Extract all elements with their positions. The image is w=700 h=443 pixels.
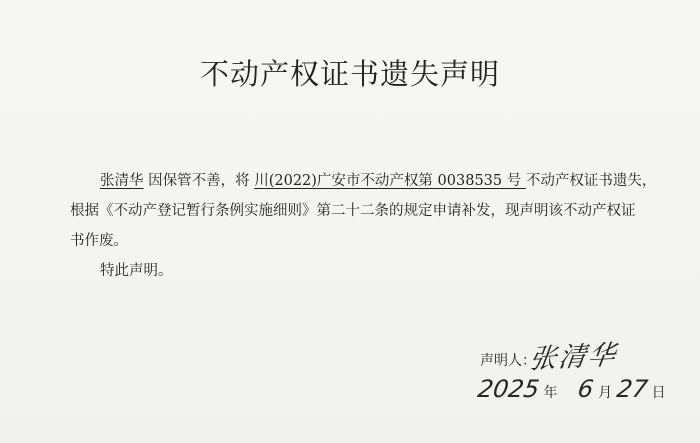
- date-day: 27: [614, 375, 650, 403]
- date-month: 6: [576, 375, 596, 403]
- document-title: 不动产权证书遗失声明: [199, 57, 500, 91]
- declarant-name: 张清华: [100, 173, 144, 189]
- handwritten-signature: 张清华: [527, 339, 619, 376]
- certificate-number: 川(2022)广安市不动产权第 0038535 号: [254, 173, 526, 189]
- paragraph-line-1: [100, 166, 670, 196]
- paragraph-line-3: 书作废。: [70, 233, 128, 249]
- date-day-unit: 日: [651, 385, 666, 401]
- closing-statement: 特此声明。: [100, 263, 173, 279]
- text-segment: 不动产权证书遗失，: [525, 173, 657, 189]
- date-month-unit: 月: [598, 385, 613, 401]
- paragraph-line-2: 根据《不动产登记暂行条例实施细则》第二十二条的规定申请补发，现声明该不动产权证: [70, 203, 636, 219]
- text-segment: 因保管不善，将: [143, 173, 255, 189]
- signature-label: 声明人：: [480, 353, 536, 369]
- date-year: 2025: [476, 375, 542, 403]
- date-year-unit: 年: [543, 385, 558, 401]
- signature-date: [478, 375, 666, 403]
